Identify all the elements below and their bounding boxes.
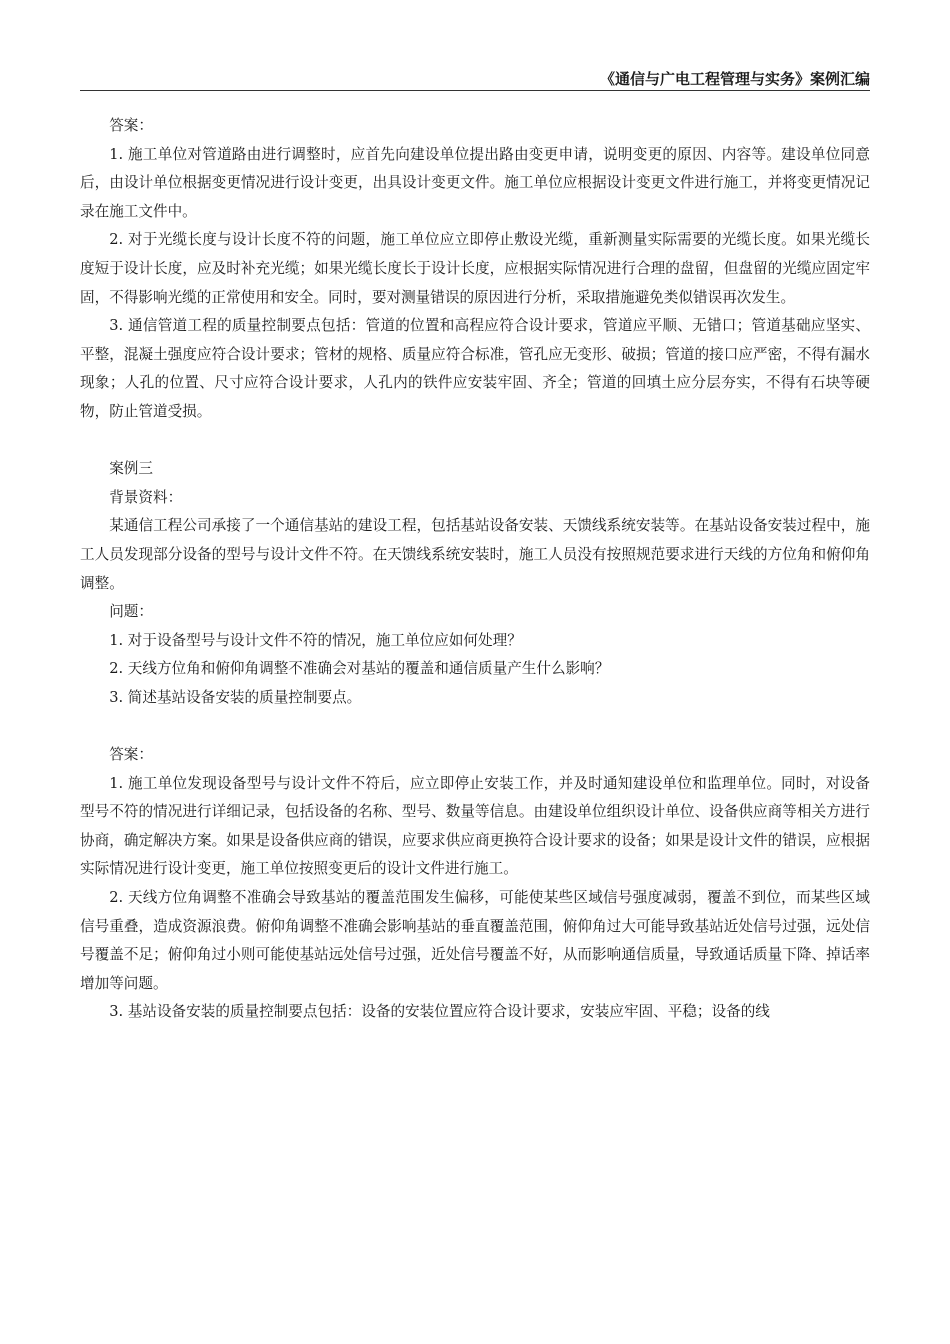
questions-label: 问题： xyxy=(109,603,153,621)
page-content xyxy=(80,112,870,1027)
answer-item: 3. 基站设备安装的质量控制要点包括：设备的安装位置应符合设计要求，安装应牢固、平稳；设备的线 xyxy=(109,1003,770,1021)
background-text: 某通信工程公司承接了一个通信基站的建设工程，包括基站设备安装、天馈线系统安装等。在基站设备安装过程中，施工人员发现部分设备的型号与设计文件不符。在天馈线系统安装时，施工人员没有按照规范要求进行天线的方位角和俯仰角调整。 xyxy=(80,517,870,592)
question-item: 3. 简述基站设备安装的质量控制要点。 xyxy=(109,688,362,706)
background-label: 背景资料： xyxy=(109,488,183,506)
question-item: 1. 对于设备型号与设计文件不符的情况，施工单位应如何处理？ xyxy=(109,631,522,649)
answer-item: 2. 对于光缆长度与设计长度不符的问题，施工单位应立即停止敷设光缆，重新测量实际需要的光缆长度。如果光缆长度短于设计长度，应及时补充光缆；如果光缆长度长于设计长度，应根据实际情况进行合理的盘留，但盘留的光缆应固定牢固，不得影响光缆的正常使用和安全。同时，要对测量错误的原因进行分析，采取措施避免类似错误再次发生。 xyxy=(80,231,870,306)
case-title: 案例三 xyxy=(109,460,153,478)
answer-item: 1. 施工单位对管道路由进行调整时，应首先向建设单位提出路由变更申请，说明变更的原因、内容等。建设单位同意后，由设计单位根据变更情况进行设计变更，出具设计变更文件。施工单位应根据设计变更文件进行施工，并将变更情况记录在施工文件中。 xyxy=(80,145,870,220)
answer-label: 答案： xyxy=(109,746,153,764)
document-title: 《通信与广电工程管理与实务》案例汇编 xyxy=(599,70,870,88)
page-header xyxy=(80,62,870,91)
answer-item: 2. 天线方位角调整不准确会导致基站的覆盖范围发生偏移，可能使某些区域信号强度减弱，覆盖不到位，而某些区域信号重叠，造成资源浪费。俯仰角调整不准确会影响基站的垂直覆盖范围，俯仰角过大可能导致基站近处信号过强，远处信号覆盖不足；俯仰角过小则可能使基站远处信号过强，近处信号覆盖不好，从而影响通信质量，导致通话质量下降、掉话率增加等问题。 xyxy=(80,889,870,992)
answer-item: 1. 施工单位发现设备型号与设计文件不符后，应立即停止安装工作，并及时通知建设单位和监理单位。同时，对设备型号不符的情况进行详细记录，包括设备的名称、型号、数量等信息。由建设单位组织设计单位、设备供应商等相关方进行协商，确定解决方案。如果是设备供应商的错误，应要求供应商更换符合设计要求的设备；如果是设计文件的错误，应根据实际情况进行设计变更，施工单位按照变更后的设计文件进行施工。 xyxy=(80,774,870,878)
answer-label: 答案： xyxy=(109,117,153,134)
section-gap xyxy=(80,712,870,741)
question-item: 2. 天线方位角和俯仰角调整不准确会对基站的覆盖和通信质量产生什么影响？ xyxy=(109,660,610,678)
answer-item: 3. 通信管道工程的质量控制要点包括：管道的位置和高程应符合设计要求，管道应平顺、无错口；管道基础应坚实、平整，混凝土强度应符合设计要求；管材的规格、质量应符合标准，管孔应无变形、破损；管道的接口应严密，不得有漏水现象；人孔的位置、尺寸应符合设计要求，人孔内的铁件应安装牢固、齐全；管道的回填土应分层夯实，不得有石块等硬物，防止管道受损。 xyxy=(80,317,870,420)
section-gap xyxy=(80,427,870,456)
